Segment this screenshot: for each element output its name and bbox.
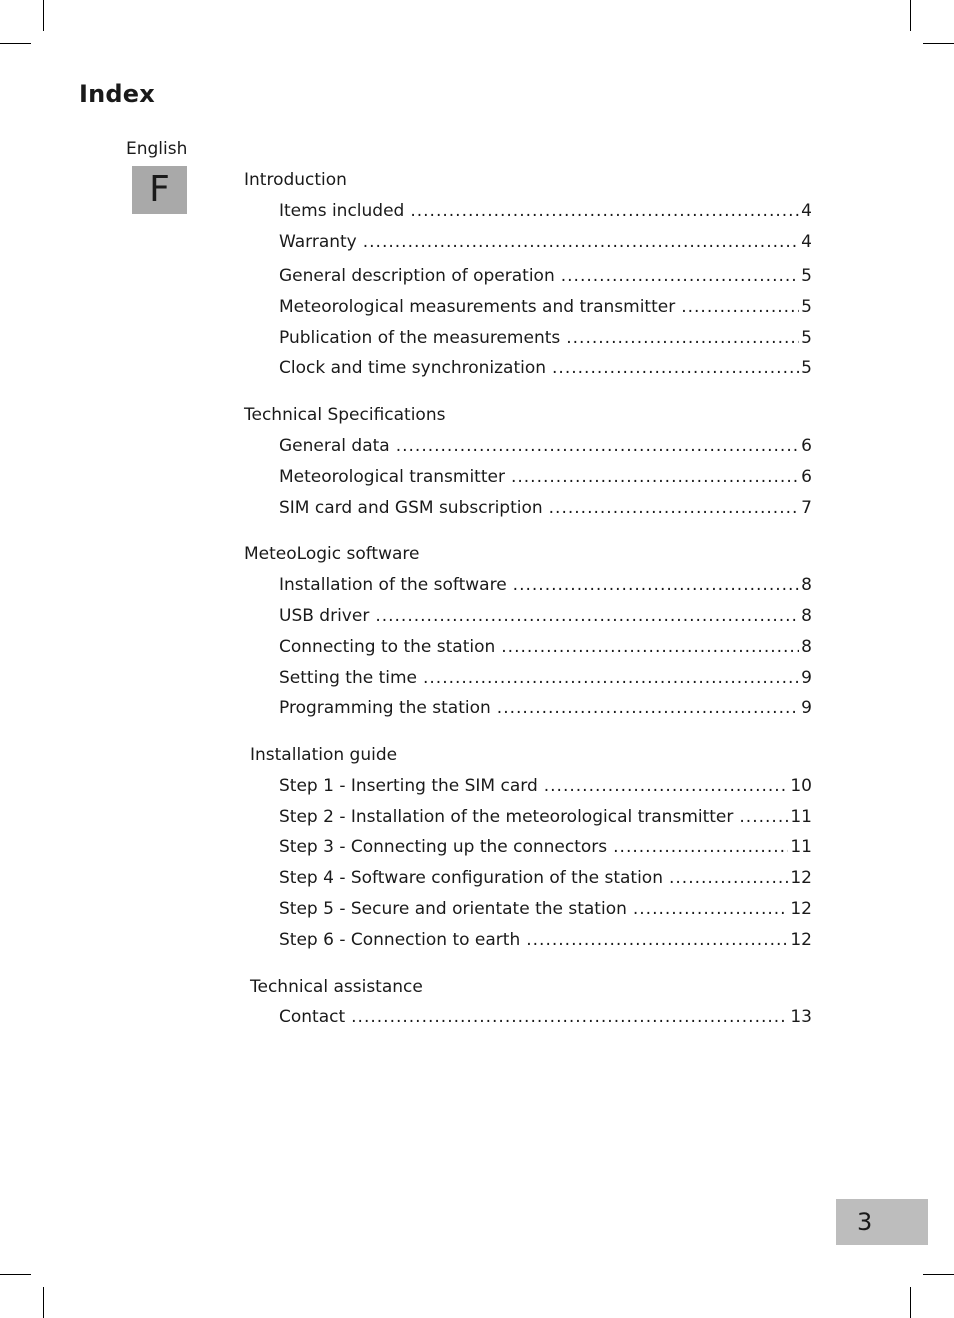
leader-dots (497, 697, 799, 719)
leader-dots (549, 497, 800, 519)
toc-entry-page: 9 (801, 698, 812, 718)
toc-entry-label: Items included (279, 201, 405, 221)
toc-entry-label: General description of operation (279, 266, 555, 286)
toc-entry-page: 5 (801, 297, 812, 317)
toc-entry-label: Step 6 - Connection to earth (279, 930, 521, 950)
toc-entry-label: General data (279, 436, 390, 456)
toc-entry-page: 6 (801, 467, 812, 487)
leader-dots (501, 636, 799, 658)
section-heading: Introduction (244, 170, 347, 190)
toc-entry-page: 10 (790, 776, 812, 796)
leader-dots (526, 929, 788, 951)
section-heading: Installation guide (250, 745, 398, 765)
leader-dots (544, 775, 789, 797)
toc-entry[interactable] (279, 327, 812, 349)
leader-dots (375, 605, 799, 627)
toc-entry-page: 8 (801, 575, 812, 595)
toc-entry[interactable] (279, 867, 812, 889)
crop-mark-top-left-horizontal (0, 43, 31, 44)
toc-entry[interactable] (279, 231, 812, 253)
leader-dots (681, 296, 799, 318)
toc-entry-label: Step 3 - Connecting up the connectors (279, 837, 608, 857)
toc-entry[interactable] (279, 775, 812, 797)
leader-dots (561, 265, 799, 287)
section-heading: Technical assistance (250, 977, 423, 997)
toc-entry-label: Clock and time synchronization (279, 358, 547, 378)
toc-entry[interactable] (279, 574, 812, 596)
toc-entry-page: 12 (790, 868, 812, 888)
language-badge: F (132, 166, 187, 214)
toc-entry-page: 4 (801, 232, 812, 252)
toc-entry-page: 13 (790, 1007, 812, 1027)
toc-entry-page: 8 (801, 637, 812, 657)
page-number-badge: 3 (836, 1199, 928, 1245)
toc-entry-label: Meteorological transmitter (279, 467, 505, 487)
toc-entry[interactable] (279, 466, 812, 488)
toc-entry-label: Publication of the measurements (279, 328, 561, 348)
toc-entry-label: Warranty (279, 232, 357, 252)
toc-entry-label: Step 5 - Secure and orientate the station (279, 899, 627, 919)
toc-entry-label: Step 4 - Software configuration of the station (279, 868, 663, 888)
toc-entry-page: 5 (801, 328, 812, 348)
toc-entry-label: Programming the station (279, 698, 491, 718)
toc-entry-label: Step 1 - Inserting the SIM card (279, 776, 538, 796)
toc-entry[interactable] (279, 296, 812, 318)
toc-entry-label: Meteorological measurements and transmitter (279, 297, 676, 317)
toc-entry-page: 5 (801, 358, 812, 378)
toc-entry-page: 12 (790, 930, 812, 950)
toc-entry[interactable] (279, 605, 812, 627)
crop-mark-top-right-horizontal (923, 43, 954, 44)
toc-entry[interactable] (279, 497, 812, 519)
toc-entry[interactable] (279, 435, 812, 457)
leader-dots (363, 231, 799, 253)
toc-entry[interactable] (279, 697, 812, 719)
toc-entry[interactable] (279, 806, 812, 828)
section-heading: MeteoLogic software (244, 544, 420, 564)
toc-entry-page: 11 (790, 807, 812, 827)
toc-entry[interactable] (279, 898, 812, 920)
crop-mark-bottom-left-vertical (43, 1287, 44, 1318)
crop-mark-top-right-vertical (910, 0, 911, 31)
toc-entry-page: 5 (801, 266, 812, 286)
leader-dots (739, 806, 788, 828)
toc-entry-page: 8 (801, 606, 812, 626)
leader-dots (511, 466, 799, 488)
toc-entry[interactable] (279, 836, 812, 858)
toc-entry-label: Step 2 - Installation of the meteorological transmitter (279, 807, 734, 827)
toc-entry-label: Setting the time (279, 668, 417, 688)
toc-entry[interactable] (279, 1006, 812, 1028)
toc-entry[interactable] (279, 265, 812, 287)
crop-mark-top-left-vertical (43, 0, 44, 31)
leader-dots (396, 435, 799, 457)
toc-entry-label: SIM card and GSM subscription (279, 498, 543, 518)
leader-dots (633, 898, 788, 920)
page-title: Index (79, 80, 155, 108)
leader-dots (566, 327, 799, 349)
toc-entry-page: 6 (801, 436, 812, 456)
crop-mark-bottom-left-horizontal (0, 1274, 31, 1275)
leader-dots (410, 200, 799, 222)
toc-entry-label: Installation of the software (279, 575, 507, 595)
crop-mark-bottom-right-vertical (910, 1287, 911, 1318)
leader-dots (552, 357, 799, 379)
leader-dots (613, 836, 788, 858)
section-heading: Technical Specifications (244, 405, 446, 425)
toc-entry-label: Contact (279, 1007, 346, 1027)
toc-entry-label: USB driver (279, 606, 370, 626)
language-label: English (126, 139, 188, 159)
toc-entry[interactable] (279, 200, 812, 222)
crop-mark-bottom-right-horizontal (923, 1274, 954, 1275)
toc-entry-page: 11 (790, 837, 812, 857)
toc-entry[interactable] (279, 929, 812, 951)
toc-entry-page: 7 (801, 498, 812, 518)
toc-entry[interactable] (279, 357, 812, 379)
toc-entry-page: 9 (801, 668, 812, 688)
leader-dots (351, 1006, 788, 1028)
leader-dots (669, 867, 788, 889)
leader-dots (513, 574, 800, 596)
toc-entry-page: 4 (801, 201, 812, 221)
toc-entry[interactable] (279, 636, 812, 658)
toc-entry-page: 12 (790, 899, 812, 919)
leader-dots (423, 667, 799, 689)
toc-entry[interactable] (279, 667, 812, 689)
toc-entry-label: Connecting to the station (279, 637, 496, 657)
